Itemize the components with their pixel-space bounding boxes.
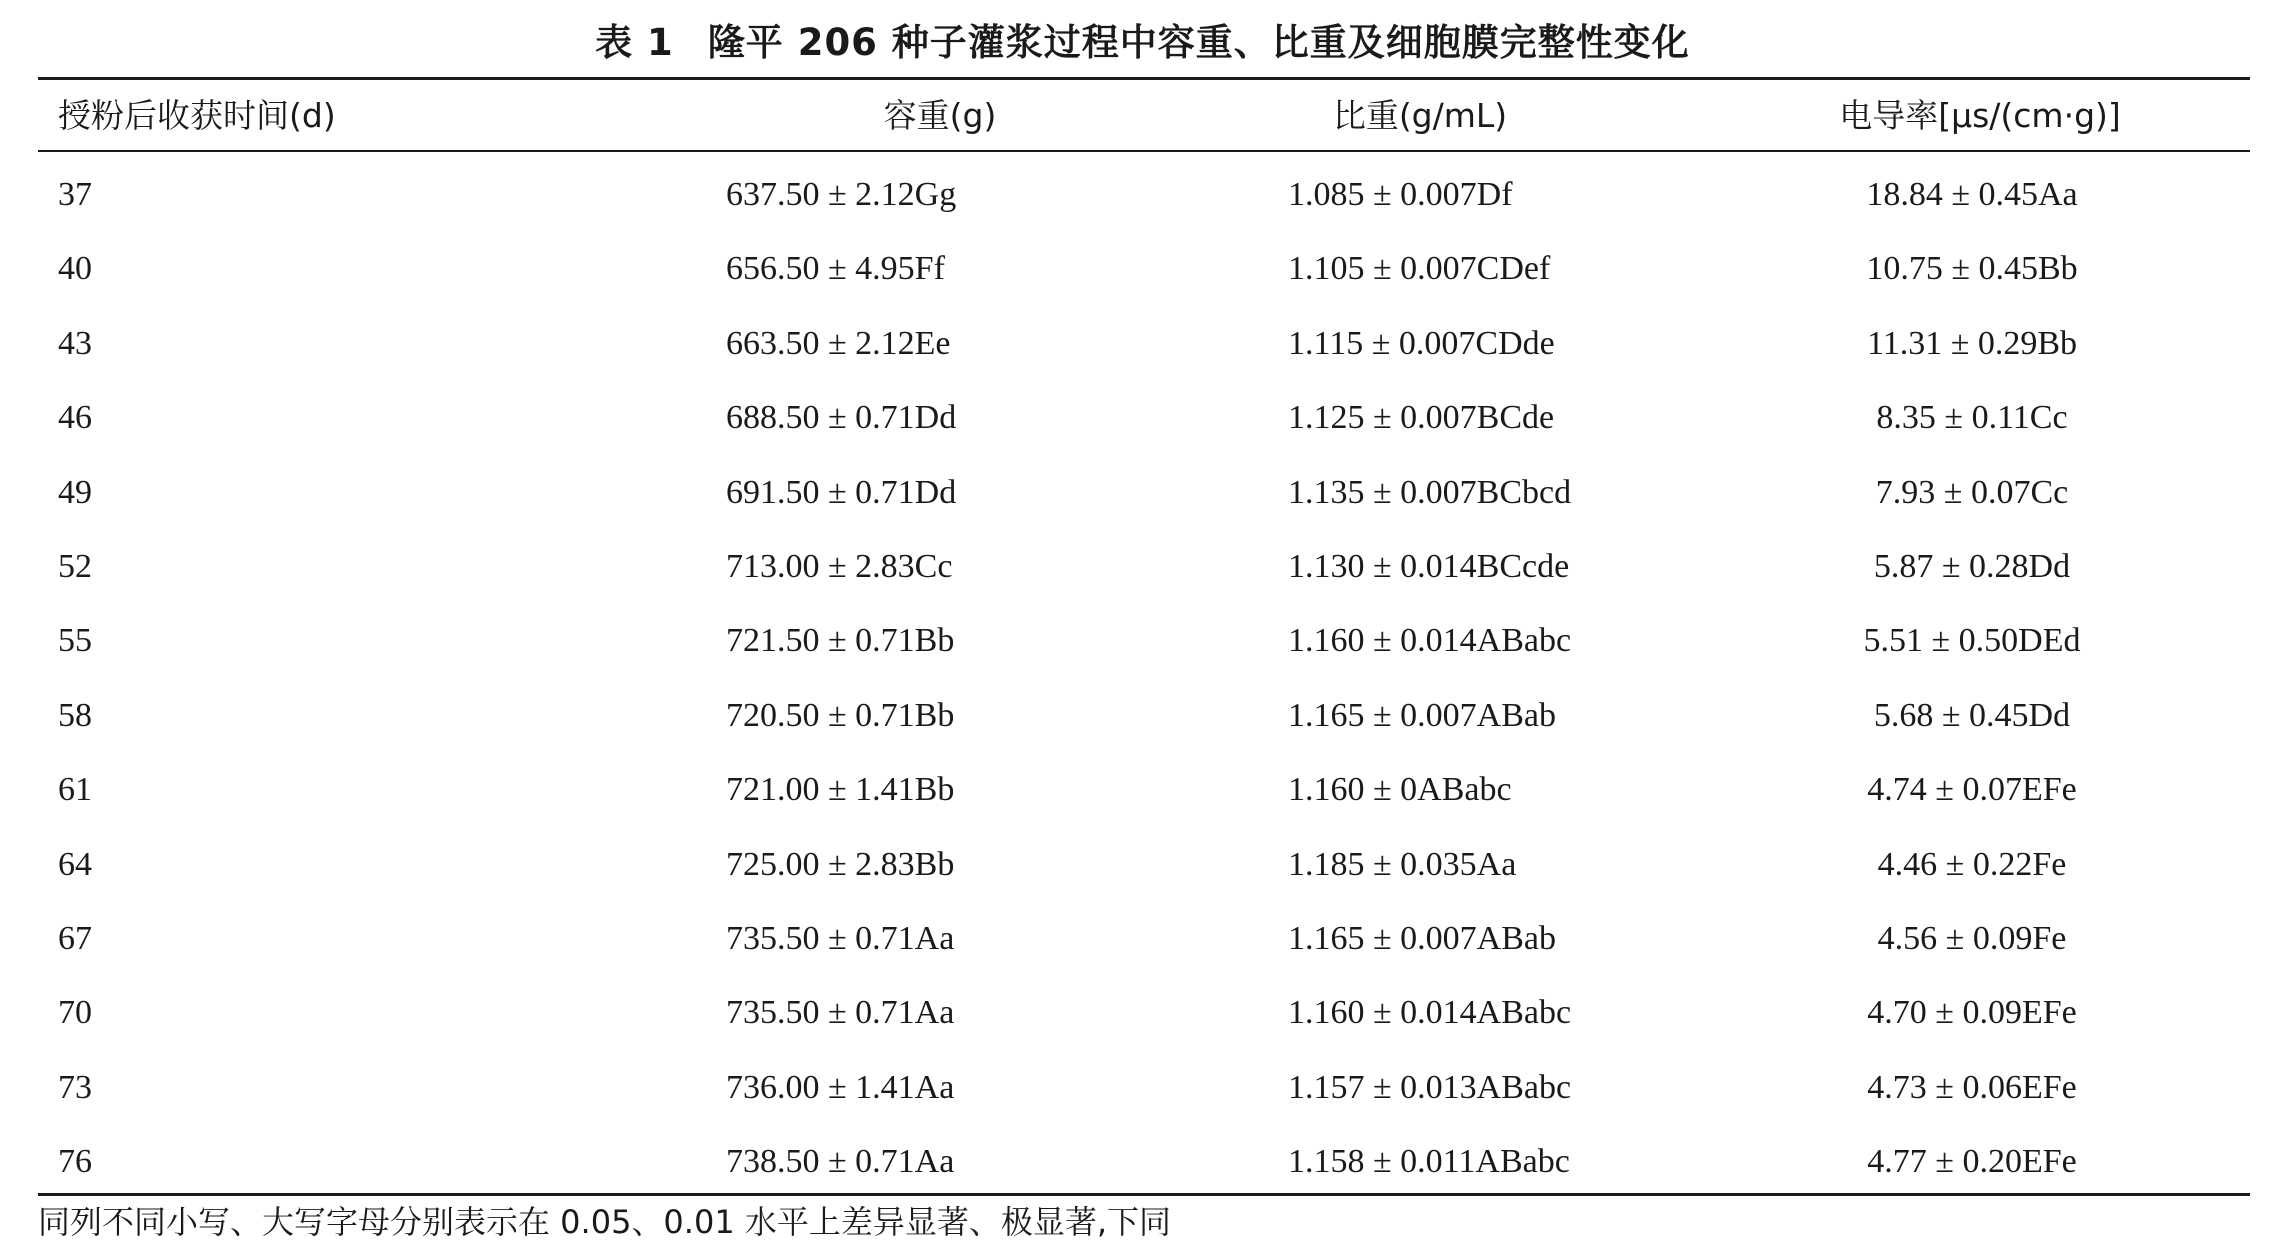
cell-conductivity: 18.84 ± 0.45Aa — [1866, 176, 2078, 213]
cell-specific-gravity: 1.160 ± 0.014ABabc — [1288, 994, 1572, 1032]
table-row — [0, 307, 2285, 381]
cell-harvest-time: 49 — [58, 473, 92, 511]
bottom-rule — [38, 1193, 2250, 1196]
cell-conductivity: 4.73 ± 0.06EFe — [1867, 1068, 2077, 1106]
header-harvest-time: 授粉后收获时间(d) — [58, 96, 336, 135]
header-test-weight: 容重(g) — [883, 96, 997, 135]
table-row — [0, 679, 2285, 753]
top-rule — [38, 77, 2250, 80]
cell-test-weight: 721.00 ± 1.41Bb — [726, 771, 955, 809]
cell-specific-gravity: 1.165 ± 0.007ABab — [1288, 919, 1556, 957]
cell-test-weight: 663.50 ± 2.12Ee — [726, 324, 951, 362]
table-row — [0, 604, 2285, 678]
header-conductivity: 电导率[μs/(cm·g)] — [1839, 96, 2121, 135]
cell-test-weight: 735.50 ± 0.71Aa — [726, 994, 955, 1032]
cell-test-weight: 738.50 ± 0.71Aa — [726, 1143, 955, 1181]
cell-conductivity: 11.31 ± 0.29Bb — [1866, 324, 2078, 362]
cell-harvest-time: 64 — [58, 845, 92, 883]
cell-test-weight: 688.50 ± 0.71Dd — [726, 399, 957, 437]
table-footnote: 同列不同小写、大写字母分别表示在 0.05、0.01 水平上差异显著、极显著,下同 — [38, 1203, 1172, 1241]
table-title: 隆平 206 种子灌浆过程中容重、比重及细胞膜完整性变化 — [707, 21, 1690, 64]
table-row — [0, 828, 2285, 902]
cell-harvest-time: 46 — [58, 399, 92, 437]
cell-test-weight: 736.00 ± 1.41Aa — [726, 1068, 955, 1106]
cell-harvest-time: 61 — [58, 771, 92, 809]
cell-conductivity: 10.75 ± 0.45Bb — [1866, 250, 2078, 288]
cell-specific-gravity: 1.160 ± 0ABabc — [1288, 771, 1512, 809]
cell-test-weight: 725.00 ± 2.83Bb — [726, 845, 955, 883]
table-row — [0, 976, 2285, 1050]
cell-specific-gravity: 1.115 ± 0.007CDde — [1288, 324, 1555, 362]
table-row — [0, 1051, 2285, 1125]
header-rule — [38, 150, 2250, 152]
cell-harvest-time: 67 — [58, 919, 92, 957]
cell-test-weight: 721.50 ± 0.71Bb — [726, 622, 955, 660]
cell-conductivity: 4.46 ± 0.22Fe — [1877, 845, 2067, 883]
cell-specific-gravity: 1.130 ± 0.014BCcde — [1288, 547, 1570, 585]
cell-specific-gravity: 1.160 ± 0.014ABabc — [1288, 622, 1572, 660]
cell-test-weight: 691.50 ± 0.71Dd — [726, 473, 957, 511]
cell-harvest-time: 43 — [58, 324, 92, 362]
cell-harvest-time: 40 — [58, 250, 92, 288]
table-row — [0, 753, 2285, 827]
cell-conductivity: 5.51 ± 0.50DEd — [1863, 622, 2081, 660]
cell-specific-gravity: 1.135 ± 0.007BCbcd — [1288, 473, 1572, 511]
cell-specific-gravity: 1.165 ± 0.007ABab — [1288, 696, 1556, 734]
cell-conductivity: 4.74 ± 0.07EFe — [1867, 771, 2077, 809]
cell-test-weight: 735.50 ± 0.71Aa — [726, 919, 955, 957]
table-row — [0, 1125, 2285, 1199]
cell-conductivity: 8.35 ± 0.11Cc — [1876, 399, 2068, 437]
cell-conductivity: 4.77 ± 0.20EFe — [1867, 1143, 2077, 1181]
header-specific-gravity: 比重(g/mL) — [1332, 96, 1508, 135]
cell-specific-gravity: 1.185 ± 0.035Aa — [1288, 845, 1517, 883]
cell-harvest-time: 76 — [58, 1143, 92, 1181]
table-body — [0, 158, 2285, 1199]
table-row — [0, 456, 2285, 530]
table-row — [0, 158, 2285, 232]
cell-conductivity: 7.93 ± 0.07Cc — [1875, 473, 2069, 511]
cell-harvest-time: 37 — [58, 176, 92, 213]
cell-conductivity: 4.56 ± 0.09Fe — [1877, 919, 2067, 957]
cell-test-weight: 656.50 ± 4.95Ff — [726, 250, 945, 288]
cell-specific-gravity: 1.125 ± 0.007BCde — [1288, 399, 1555, 437]
cell-conductivity: 5.87 ± 0.28Dd — [1873, 547, 2071, 585]
table-row — [0, 902, 2285, 976]
table-row — [0, 530, 2285, 604]
cell-harvest-time: 55 — [58, 622, 92, 660]
table-caption — [0, 14, 2285, 72]
cell-test-weight: 637.50 ± 2.12Gg — [726, 176, 957, 213]
cell-test-weight: 713.00 ± 2.83Cc — [726, 547, 953, 585]
cell-harvest-time: 52 — [58, 547, 92, 585]
table-row — [0, 381, 2285, 455]
table-row — [0, 232, 2285, 306]
cell-specific-gravity: 1.085 ± 0.007Df — [1288, 176, 1513, 213]
cell-conductivity: 5.68 ± 0.45Dd — [1873, 696, 2071, 734]
cell-harvest-time: 73 — [58, 1068, 92, 1106]
cell-specific-gravity: 1.105 ± 0.007CDef — [1288, 250, 1551, 288]
cell-harvest-time: 70 — [58, 994, 92, 1032]
table-number: 表 1 — [595, 21, 674, 64]
cell-conductivity: 4.70 ± 0.09EFe — [1867, 994, 2077, 1032]
cell-specific-gravity: 1.158 ± 0.011ABabc — [1288, 1143, 1570, 1181]
cell-specific-gravity: 1.157 ± 0.013ABabc — [1288, 1068, 1572, 1106]
cell-test-weight: 720.50 ± 0.71Bb — [726, 696, 955, 734]
cell-harvest-time: 58 — [58, 696, 92, 734]
